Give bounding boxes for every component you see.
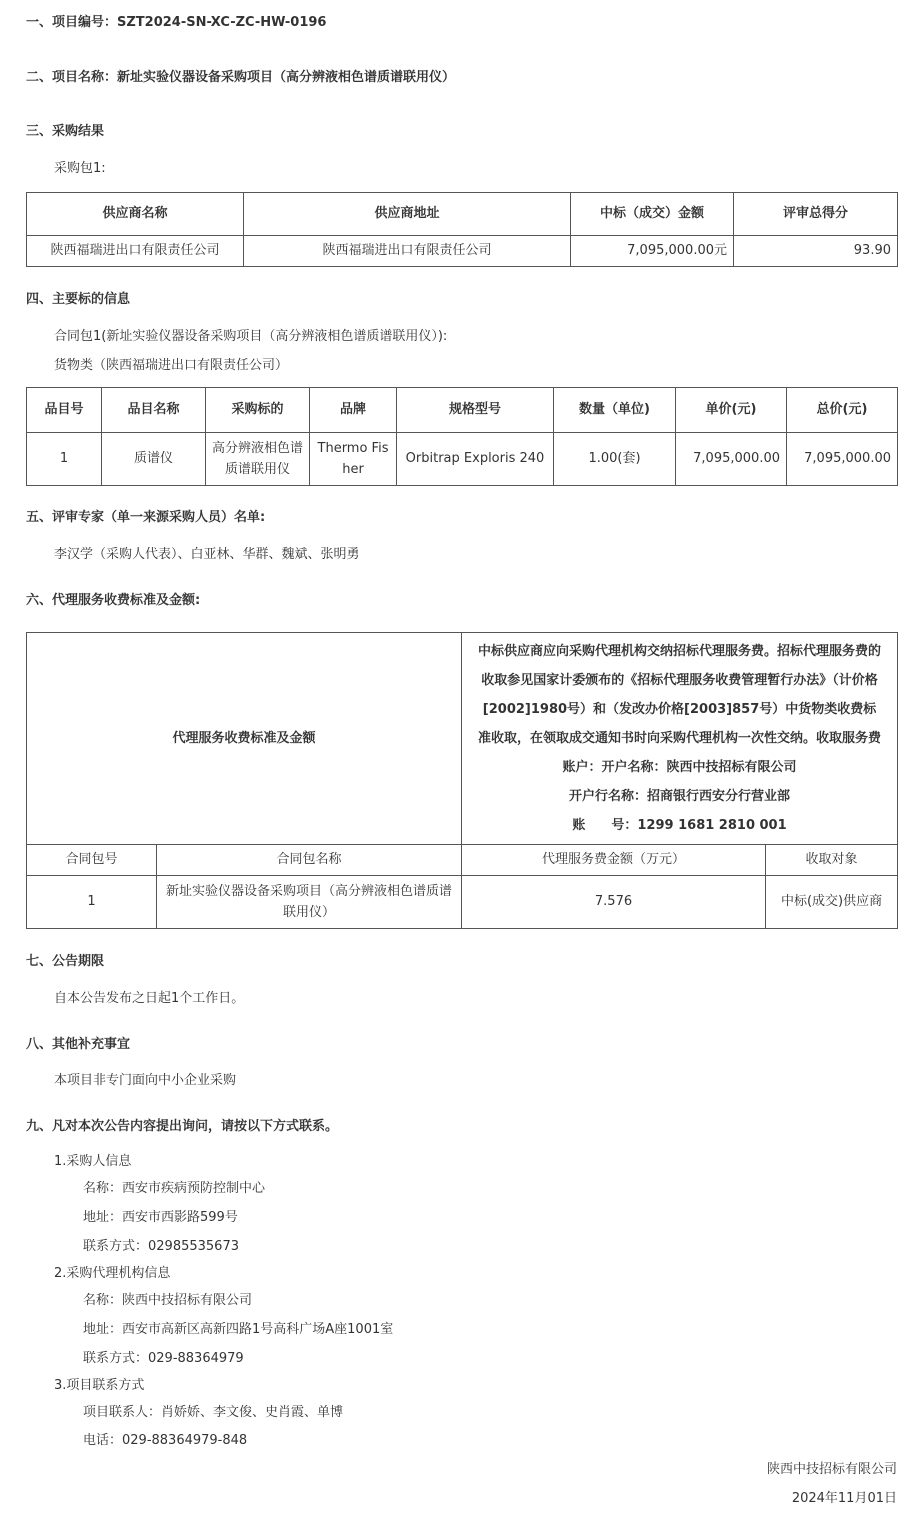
section-heading-other: 八、其他补充事宜	[26, 1037, 131, 1052]
table-row	[27, 236, 898, 267]
section-heading-contact: 九、凡对本次公告内容提出询问，请按以下方式联系。	[26, 1119, 339, 1134]
result-table-header	[27, 193, 898, 236]
project-contact-people: 项目联系人：肖娇娇、李文俊、史肖霞、单博	[83, 1405, 344, 1420]
item-number: 1	[27, 433, 102, 486]
project-contact-phone: 电话：029-88364979-848	[83, 1433, 248, 1448]
total-score: 93.90	[734, 236, 898, 267]
column-header: 供应商名称	[27, 193, 244, 236]
column-header: 代理服务费金额（万元）	[462, 845, 766, 876]
section-heading-items: 四、主要标的信息	[26, 292, 131, 307]
fee-bank: 开户行名称：招商银行西安分行营业部	[569, 789, 791, 804]
fee-standard-row	[27, 633, 898, 845]
purchaser-title: 1.采购人信息	[54, 1154, 132, 1169]
fee-payer: 中标(成交)供应商	[766, 876, 898, 929]
purchaser-name: 名称：西安市疾病预防控制中心	[83, 1181, 266, 1196]
section-heading-result: 三、采购结果	[26, 124, 105, 139]
purchase-target: 高分辨液相色谱质谱联用仪	[206, 433, 310, 486]
table-row	[27, 433, 898, 486]
purchaser-address: 地址：西安市西影路599号	[83, 1210, 238, 1225]
item-name: 质谱仪	[102, 433, 206, 486]
project-contact-title: 3.项目联系方式	[54, 1378, 145, 1393]
package-label: 采购包1:	[54, 161, 106, 176]
brand: Thermo Fisher	[310, 433, 397, 486]
agency-title: 2.采购代理机构信息	[54, 1266, 171, 1281]
section-heading-period: 七、公告期限	[26, 954, 105, 969]
supplier-name: 陕西福瑞进出口有限责任公司	[27, 236, 244, 267]
section-heading-fee: 六、代理服务收费标准及金额:	[26, 593, 201, 608]
unit-price: 7,095,000.00	[676, 433, 787, 486]
supplier-address: 陕西福瑞进出口有限责任公司	[244, 236, 571, 267]
footer-organization: 陕西中技招标有限公司	[766, 1462, 897, 1477]
footer-date: 2024年11月01日	[791, 1491, 897, 1506]
experts-list: 李汉学（采购人代表）、白亚林、华群、魏斌、张明勇	[54, 547, 360, 562]
column-header: 规格型号	[397, 388, 554, 433]
total-price: 7,095,000.00	[787, 433, 898, 486]
fee-description: 中标供应商应向采购代理机构交纳招标代理服务费。招标代理服务费的收取参见国家计委颁布的《招标代理服务收费管理暂行办法》（计价格[2002]1980号）和（发改办价格[2003]857号）中货物类收费标准收取，在领取成交通知书时向采购代理机构一次性交纳。收取服务费账户：开户名称：陕西中技招标有限公司	[478, 644, 882, 775]
agency-name: 名称：陕西中技招标有限公司	[83, 1293, 253, 1308]
agency-address: 地址：西安市高新区高新四路1号高科广场A座1001室	[83, 1322, 394, 1337]
column-header: 合同包名称	[157, 845, 462, 876]
fee-table	[26, 632, 898, 929]
goods-type-label: 货物类（陕西福瑞进出口有限责任公司）	[54, 358, 289, 373]
project-number: 一、项目编号：SZT2024-SN-XC-ZC-HW-0196	[26, 15, 327, 30]
agency-fee-amount: 7.576	[462, 876, 766, 929]
fee-standard-label: 代理服务收费标准及金额	[27, 633, 462, 845]
fee-standard-detail	[462, 633, 898, 845]
column-header: 总价(元)	[787, 388, 898, 433]
column-header: 数量（单位)	[554, 388, 676, 433]
column-header: 评审总得分	[734, 193, 898, 236]
column-header: 品目号	[27, 388, 102, 433]
other-text: 本项目非专门面向中小企业采购	[54, 1073, 237, 1088]
goods-table	[26, 387, 898, 486]
agency-phone: 联系方式：029-88364979	[83, 1351, 244, 1366]
model: Orbitrap Exploris 240	[397, 433, 554, 486]
contract-package-number: 1	[27, 876, 157, 929]
column-header: 单价(元)	[676, 388, 787, 433]
contract-package-name: 新址实验仪器设备采购项目（高分辨液相色谱质谱联用仪）	[157, 876, 462, 929]
project-name: 二、项目名称：新址实验仪器设备采购项目（高分辨液相色谱质谱联用仪）	[26, 70, 456, 85]
column-header: 品目名称	[102, 388, 206, 433]
fee-table-header	[27, 845, 898, 876]
quantity: 1.00(套)	[554, 433, 676, 486]
column-header: 品牌	[310, 388, 397, 433]
period-text: 自本公告发布之日起1个工作日。	[54, 991, 245, 1006]
column-header: 中标（成交）金额	[571, 193, 734, 236]
column-header: 供应商地址	[244, 193, 571, 236]
column-header: 合同包号	[27, 845, 157, 876]
fee-account: 账 号：1299 1681 2810 001	[572, 818, 787, 833]
column-header: 采购标的	[206, 388, 310, 433]
column-header: 收取对象	[766, 845, 898, 876]
result-table	[26, 192, 898, 267]
purchaser-phone: 联系方式：02985535673	[83, 1239, 239, 1254]
goods-table-header	[27, 388, 898, 433]
section-heading-experts: 五、评审专家（单一来源采购人员）名单:	[26, 510, 266, 525]
award-amount: 7,095,000.00元	[571, 236, 734, 267]
contract-package-label: 合同包1(新址实验仪器设备采购项目（高分辨液相色谱质谱联用仪）):	[54, 329, 448, 344]
table-row	[27, 876, 898, 929]
